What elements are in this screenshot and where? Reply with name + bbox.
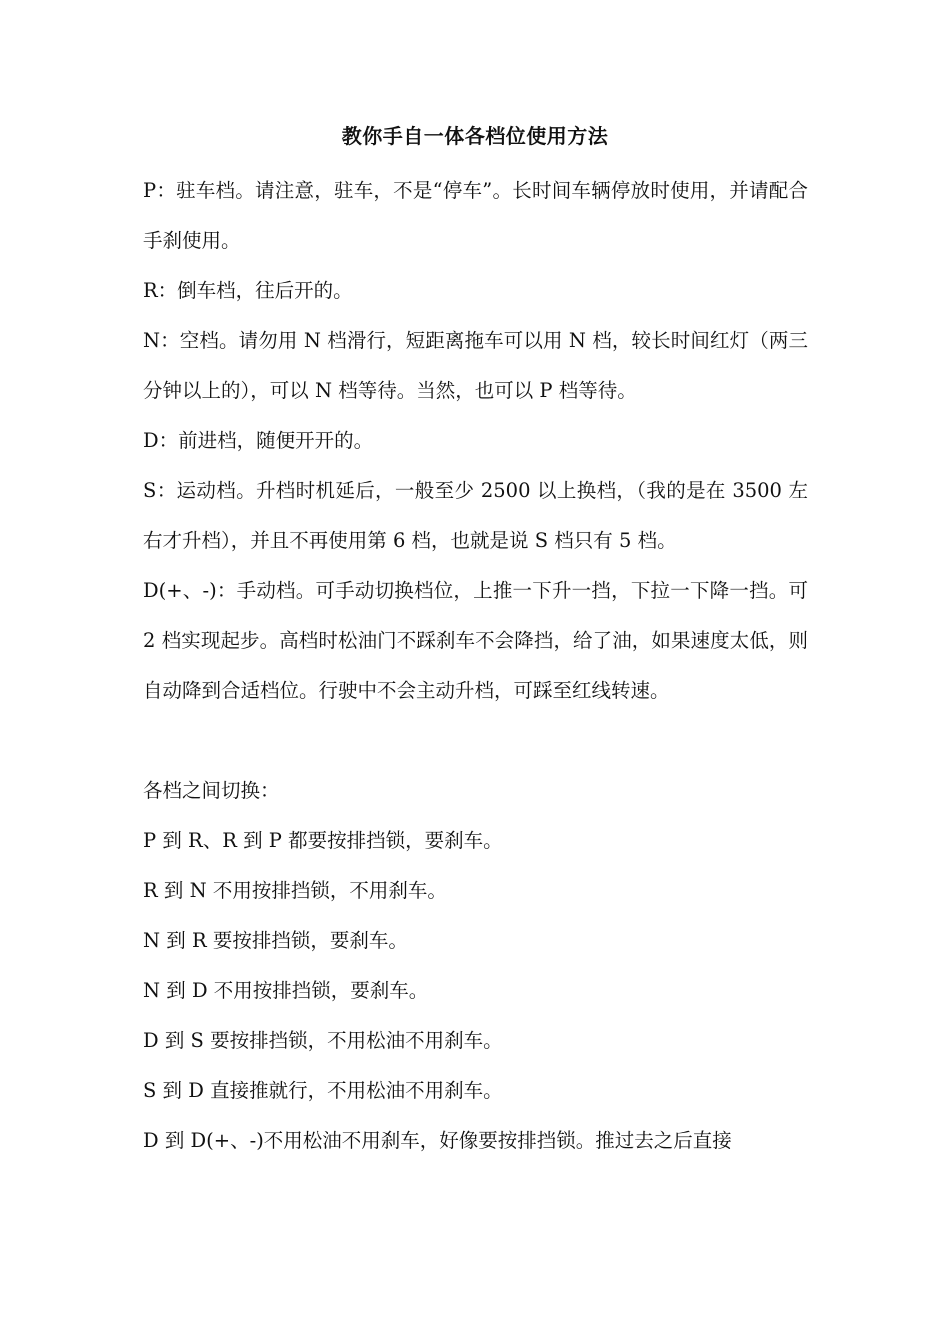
switching-rule: N 到 D 不用按排挡锁，要刹车。 bbox=[143, 979, 429, 1002]
paragraph-gear-s: S：运动档。升档时机延后，一般至少 2500 以上换档，（我的是在 3500 左右才升档），并且不再使用第 6 档，也就是说 S 档只有 5 档。 bbox=[143, 479, 808, 552]
document-body bbox=[143, 166, 808, 1166]
paragraph-gear-r: R：倒车档，往后开的。 bbox=[143, 279, 353, 302]
blank-line bbox=[143, 716, 808, 766]
paragraph-gear-manual: D(+、-)：手动档。可手动切换档位，上推一下升一挡，下拉一下降一挡。可 2 档实现起步。高档时松油门不踩刹车不会降挡，给了油，如果速度太低，则自动降到合适档位。行驶中不会主动升档，可踩至红线转速。 bbox=[143, 579, 808, 702]
switching-rule: N 到 R 要按排挡锁，要刹车。 bbox=[143, 929, 408, 952]
switching-rule: D 到 D(+、-)不用松油不用刹车，好像要按排挡锁。推过去之后直接 bbox=[143, 1129, 732, 1152]
switching-heading: 各档之间切换： bbox=[143, 779, 280, 802]
switching-rule: R 到 N 不用按排挡锁，不用刹车。 bbox=[143, 879, 447, 902]
switching-rule: P 到 R、R 到 P 都要按排挡锁，要刹车。 bbox=[143, 829, 503, 852]
switching-rule: S 到 D 直接推就行，不用松油不用刹车。 bbox=[143, 1079, 503, 1102]
document-title: 教你手自一体各档位使用方法 bbox=[341, 124, 609, 148]
paragraph-gear-d: D：前进档，随便开开的。 bbox=[143, 429, 374, 452]
paragraph-gear-n: N：空档。请勿用 N 档滑行，短距离拖车可以用 N 档，较长时间红灯（两三分钟以上的），可以 N 档等待。当然，也可以 P 档等待。 bbox=[143, 329, 808, 402]
paragraph-gear-p: P：驻车档。请注意，驻车，不是“停车”。长时间车辆停放时使用，并请配合手刹使用。 bbox=[143, 179, 808, 252]
switching-rule: D 到 S 要按排挡锁，不用松油不用刹车。 bbox=[143, 1029, 503, 1052]
